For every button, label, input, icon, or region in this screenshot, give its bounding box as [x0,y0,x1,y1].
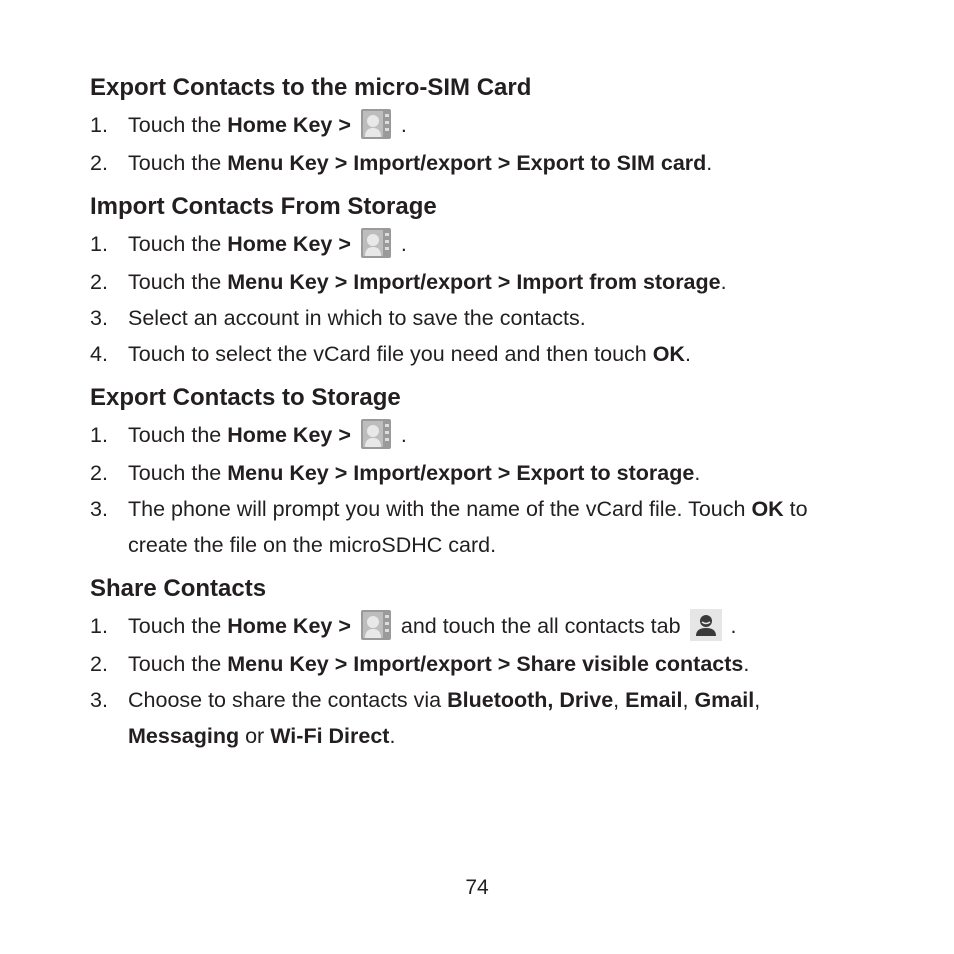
step-item [90,416,870,455]
step-item [90,336,870,372]
bold-text: OK [751,497,784,521]
section-heading: Share Contacts [90,575,267,602]
contacts-app-icon [360,108,392,140]
step-number: 2. [90,270,108,294]
step-item [90,225,870,264]
bold-text: Menu Key > Import/export > Share visible contacts [227,652,744,676]
steps-list [90,106,870,181]
section [90,571,870,754]
step-item [90,682,870,754]
step-number: 2. [90,461,108,485]
step-text: . [694,461,701,485]
step-item [90,646,870,682]
step-number: 2. [90,652,108,676]
step-text: . [684,342,691,366]
bold-text: Home Key > [227,232,351,256]
step-item [90,106,870,145]
steps-list [90,416,870,563]
step-item [90,300,870,336]
steps-list [90,607,870,754]
step-number: 3. [90,306,108,330]
all-contacts-tab-icon [690,609,722,641]
contacts-app-icon [360,418,392,450]
step-text: Touch the [128,614,228,638]
bold-text: Wi-Fi Direct [270,724,390,748]
step-text: . [394,113,407,137]
step-number: 3. [90,497,108,521]
step-text: , [754,688,761,712]
step-text: to create the file on the microSDHC card. [128,497,808,557]
step-text [351,423,357,447]
step-text: . [743,652,750,676]
step-text: Select an account in which to save the contacts. [128,306,586,330]
bold-text: Menu Key > Import/export > Import from storage [227,270,721,294]
step-text: Touch the [128,423,228,447]
step-text [351,113,357,137]
page-content [90,70,870,762]
section [90,70,870,181]
section-heading: Export Contacts to the micro-SIM Card [90,74,532,101]
step-text: . [394,232,407,256]
bold-text: Email [625,688,683,712]
step-text: . [724,614,737,638]
step-item [90,264,870,300]
step-text: Touch to select the vCard file you need and then touch [128,342,653,366]
step-text: . [706,151,713,175]
step-number: 4. [90,342,108,366]
contacts-app-icon [360,227,392,259]
bold-text: Menu Key > Import/export > Export to SIM card [227,151,707,175]
step-number: 3. [90,688,108,712]
step-text: The phone will prompt you with the name of the vCard file. Touch [128,497,752,521]
step-text: , [682,688,695,712]
bold-text: Home Key > [227,614,351,638]
bold-text: Messaging [128,724,240,748]
bold-text: Gmail [694,688,755,712]
steps-list [90,225,870,372]
step-number: 1. [90,232,108,256]
section-heading: Export Contacts to Storage [90,384,401,411]
step-text: Touch the [128,232,228,256]
section [90,189,870,372]
step-number: 1. [90,614,108,638]
bold-text: Menu Key > Import/export > Export to storage [227,461,695,485]
step-number: 2. [90,151,108,175]
section [90,380,870,563]
contacts-app-icon [360,609,392,641]
section-heading: Import Contacts From Storage [90,193,437,220]
step-item [90,145,870,181]
step-text: Touch the [128,151,228,175]
step-text: and touch the all contacts tab [394,614,687,638]
step-text: , [613,688,626,712]
step-text [351,614,357,638]
step-item [90,491,870,563]
page-number: 74 [465,876,489,899]
step-text: Touch the [128,113,228,137]
step-number: 1. [90,423,108,447]
step-text: Touch the [128,652,228,676]
step-text: Touch the [128,270,228,294]
step-item [90,607,870,646]
step-text: . [720,270,727,294]
step-text: Touch the [128,461,228,485]
step-item [90,455,870,491]
bold-text: Bluetooth, Drive [447,688,614,712]
bold-text: OK [652,342,685,366]
bold-text: Home Key > [227,423,351,447]
step-number: 1. [90,113,108,137]
step-text: or [239,724,271,748]
step-text [351,232,357,256]
step-text: Choose to share the contacts via [128,688,448,712]
step-text: . [394,423,407,447]
bold-text: Home Key > [227,113,351,137]
step-text: . [389,724,396,748]
